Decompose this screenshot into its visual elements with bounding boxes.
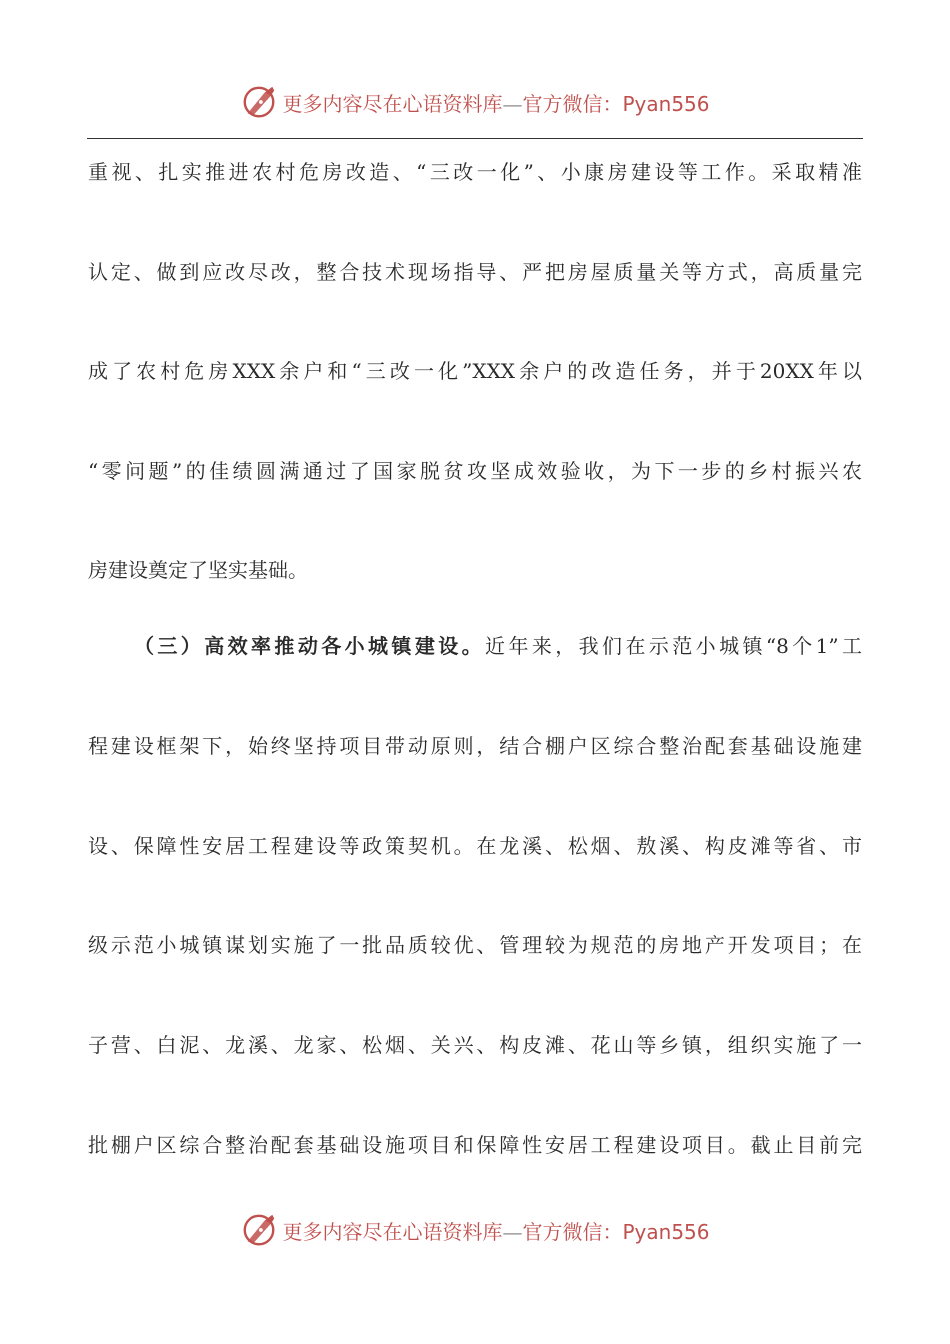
banner-text	[282, 88, 709, 117]
banner-main: 更多内容尽在心语资料库	[282, 91, 503, 116]
banner-label: 官方微信：	[522, 1219, 623, 1244]
body-line-5: 房建设奠定了坚实基础。	[88, 558, 308, 582]
banner-handle: Pyan556	[622, 1219, 710, 1244]
banner-text	[282, 1216, 709, 1245]
banner-main: 更多内容尽在心语资料库	[282, 1219, 503, 1244]
footer-banner	[0, 1208, 950, 1252]
section-line-3: 级示范小城镇谋划实施了一批品质较优、管理较为规范的房地产开发项目；在	[88, 933, 862, 957]
body-line-2: 认定、做到应改尽改，整合技术现场指导、严把房屋质量关等方式，高质量完	[88, 260, 862, 284]
banner-label: 官方微信：	[522, 91, 623, 116]
pen-nib-logo-icon	[240, 83, 278, 121]
body-line-3: 成了农村危房XXX余户和“三改一化”XXX余户的改造任务，并于20XX年以	[88, 359, 862, 383]
section-line-1: 程建设框架下，始终坚持项目带动原则，结合棚户区综合整治配套基础设施建	[88, 734, 862, 758]
section-line-2: 设、保障性安居工程建设等政策契机。在龙溪、松烟、敖溪、构皮滩等省、市	[88, 834, 862, 858]
body-line-1: 重视、扎实推进农村危房改造、“三改一化”、小康房建设等工作。采取精准	[88, 160, 862, 184]
section-line-4: 子营、白泥、龙溪、龙家、松烟、关兴、构皮滩、花山等乡镇，组织实施了一	[88, 1033, 862, 1057]
pen-nib-logo-icon	[240, 1211, 278, 1249]
section-heading: （三）高效率推动各小城镇建设。	[134, 634, 486, 658]
banner-handle: Pyan556	[622, 91, 710, 116]
body-line-4: “零问题”的佳绩圆满通过了国家脱贫攻坚成效验收，为下一步的乡村振兴农	[88, 459, 862, 483]
banner-dash: —	[502, 91, 523, 116]
section-first-rest: 近年来，我们在示范小城镇“8个1”工	[485, 634, 862, 658]
header-divider	[87, 138, 863, 139]
section-first-line	[134, 634, 862, 658]
section-line-5: 批棚户区综合整治配套基础设施项目和保障性安居工程建设项目。截止目前完	[88, 1133, 862, 1157]
banner-dash: —	[502, 1219, 523, 1244]
header-banner	[0, 80, 950, 124]
